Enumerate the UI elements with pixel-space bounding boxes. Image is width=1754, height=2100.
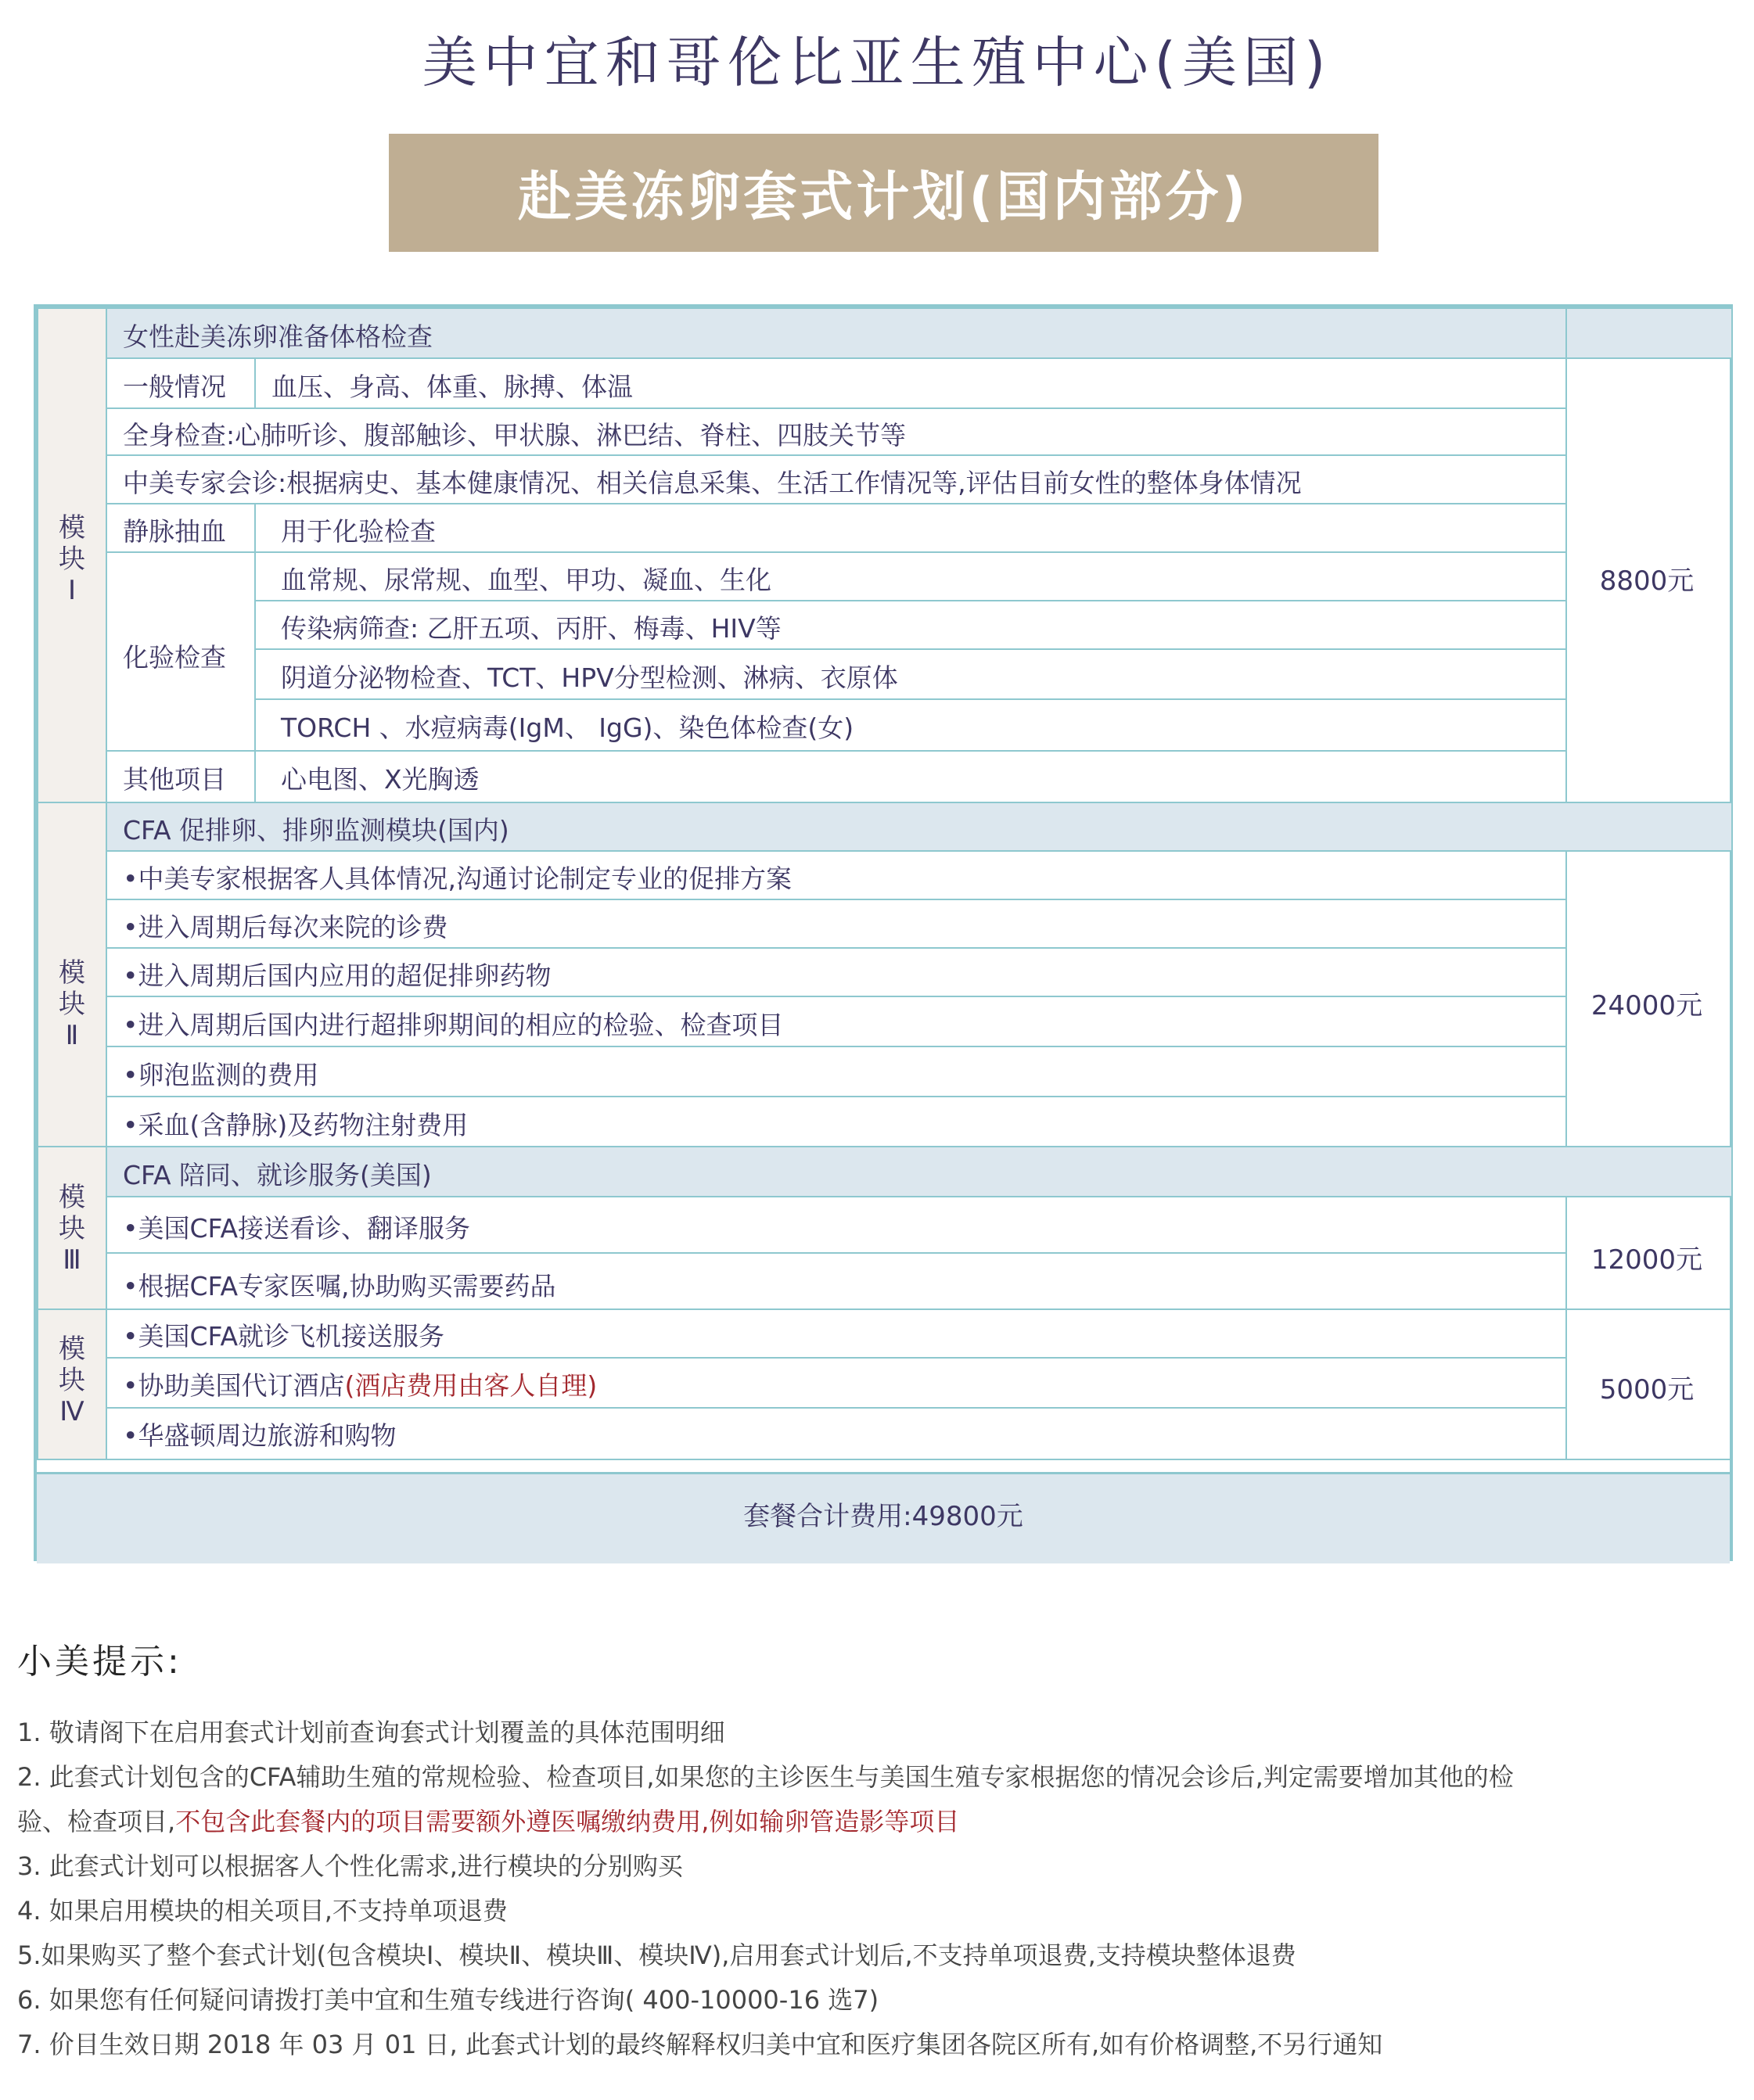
consult: 中美专家会诊:根据病史、基本健康情况、相关信息采集、生活工作情况等,评估目前女性的整体身体情况 [123,468,1302,498]
lab-item: 传染病筛查: 乙肝五项、丙肝、梅毒、HIV等 [281,613,782,644]
tips-heading: 小美提示: [17,1642,182,1682]
module2-item: •进入周期后国内进行超排卵期间的相应的检验、检查项目 [123,1010,784,1040]
lab-item: 阴道分泌物检查、TCT、HPV分型检测、淋病、衣原体 [281,662,898,693]
module1-label: 模 块 Ⅰ [59,512,85,606]
module1-header: 女性赴美冻卵准备体格检查 [123,321,433,352]
tip-2b-note: 不包含此套餐内的项目需要额外遵医嘱缴纳费用,例如输卵管造影等项目 [175,1807,960,1836]
tip-2b: 验、检查项目, [17,1807,176,1836]
body-exam: 全身检查:心肺听诊、腹部触诊、甲状腺、淋巴结、脊柱、四肢关节等 [123,420,907,451]
module4-item: •华盛顿周边旅游和购物 [123,1420,397,1451]
plan-banner: 赴美冻卵套式计划(国内部分) [389,134,1378,252]
module2-row [106,1046,1567,1097]
tip-item [17,1802,959,1838]
other-label: 其他项目 [123,764,226,795]
module3-label: 模 块 Ⅲ [59,1182,85,1276]
general-label: 一般情况 [123,372,226,402]
module1-header-price [1565,307,1733,359]
module3-header: CFA 陪同、就诊服务(美国) [123,1160,432,1190]
other-text: 心电图、X光胸透 [281,764,480,795]
module2-label: 模 块 Ⅱ [59,957,85,1051]
module4-label: 模 块 Ⅳ [59,1334,85,1427]
module3-item: •美国CFA接送看诊、翻译服务 [123,1213,471,1244]
module4-item: •美国CFA就诊飞机接送服务 [123,1321,445,1352]
module2-item: •卵泡监测的费用 [123,1060,319,1090]
module2-item: •中美专家根据客人具体情况,沟通讨论制定专业的促排方案 [123,863,792,894]
blood-text-cell [254,503,1567,553]
lab-item: TORCH 、水痘病毒(IgM、 IgG)、染色体检查(女) [281,713,854,743]
tip-item: 5.如果购买了整个套式计划(包含模块Ⅰ、模块Ⅱ、模块Ⅲ、模块Ⅳ),启用套式计划后,不支持单项退费,支持模块整体退费 [17,1940,1296,1970]
lab-label: 化验检查 [123,642,226,673]
module4-item2-main: •协助美国代订酒店 [123,1370,345,1401]
package-table [34,304,1733,1561]
page-title: 美中宜和哥伦比亚生殖中心(美国) [422,31,1332,95]
tip-item: 3. 此套式计划可以根据客人个性化需求,进行模块的分别购买 [17,1851,683,1881]
module2-header: CFA 促排卵、排卵监测模块(国内) [123,815,509,845]
module3-price: 12000元 [1590,1244,1703,1276]
blood-label: 静脉抽血 [123,516,226,547]
module2-item: •采血(含静脉)及药物注射费用 [123,1110,469,1140]
tip-item: 1. 敬请阁下在启用套式计划前查询套式计划覆盖的具体范围明细 [17,1718,725,1747]
blood-text: 用于化验检查 [281,516,436,547]
module2-item: •进入周期后国内应用的超促排卵药物 [123,960,552,991]
tip-item: 2. 此套式计划包含的CFA辅助生殖的常规检验、检查项目,如果您的主诊医生与美国生殖专家根据您的情况会诊后,判定需要增加其他的检 [17,1762,1514,1792]
total-price: 套餐合计费用:49800元 [743,1501,1023,1532]
lab-item: 血常规、尿常规、血型、甲功、凝血、生化 [281,565,771,595]
module2-item: •进入周期后每次来院的诊费 [123,912,448,942]
module4-price: 5000元 [1599,1374,1695,1405]
tip-item: 6. 如果您有任何疑问请拨打美中宜和生殖专线进行咨询( 400-10000-16 选7) [17,1985,879,2015]
module2-price: 24000元 [1590,990,1703,1021]
module3-item: •根据CFA专家医嘱,协助购买需要药品 [123,1271,556,1301]
tip-item: 4. 如果启用模块的相关项目,不支持单项退费 [17,1896,508,1926]
module4-item [123,1366,597,1402]
tip-item: 7. 价目生效日期 2018 年 03 月 01 日, 此套式计划的最终解释权归美中宜和医疗集团各院区所有,如有价格调整,不另行通知 [17,2030,1383,2059]
general-text: 血压、身高、体重、脉搏、体温 [271,372,633,402]
module4-item2-note: (酒店费用由客人自理) [344,1370,598,1401]
module1-price: 8800元 [1599,565,1695,597]
